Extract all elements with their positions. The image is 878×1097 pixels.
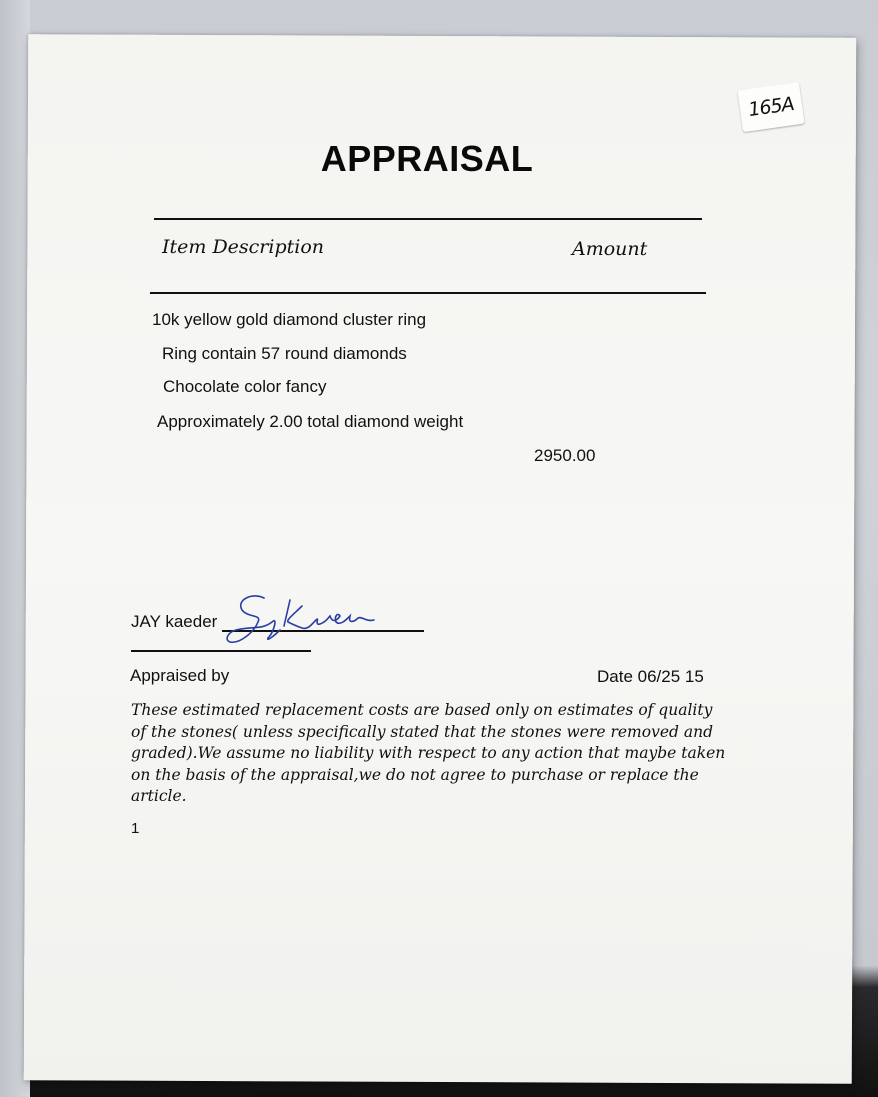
handwritten-signature (222, 586, 392, 656)
amount-value: 2950.00 (534, 446, 596, 465)
item-line: Ring contain 57 round diamonds (162, 344, 407, 363)
header-bottom-rule (150, 292, 706, 294)
item-line: 10k yellow gold diamond cluster ring (152, 310, 427, 329)
appraised-by-label: Appraised by (130, 666, 230, 685)
liability-disclaimer: These estimated replacement costs are based only on estimates of quality of the stones( unless specifically stated that the stones were removed and graded).We assume no liability with respect to any action that maybe taken on the basis of the appraisal,we do not agree to purchase or replace the article. (131, 701, 726, 805)
page-number: 1 (131, 820, 140, 837)
header-top-rule (154, 218, 702, 220)
item-line: Chocolate color fancy (163, 377, 327, 396)
document-title: APPRAISAL (320, 138, 534, 179)
item-line: Approximately 2.00 total diamond weight (157, 412, 464, 431)
appraiser-name: JAY kaeder (131, 612, 218, 631)
amount-header: Amount (572, 238, 648, 260)
appraisal-date: Date 06/25 15 (597, 667, 704, 686)
lot-number-sticker: 165A (737, 82, 804, 132)
appraisal-document (24, 34, 857, 1084)
item-description-header: Item Description (162, 236, 325, 258)
